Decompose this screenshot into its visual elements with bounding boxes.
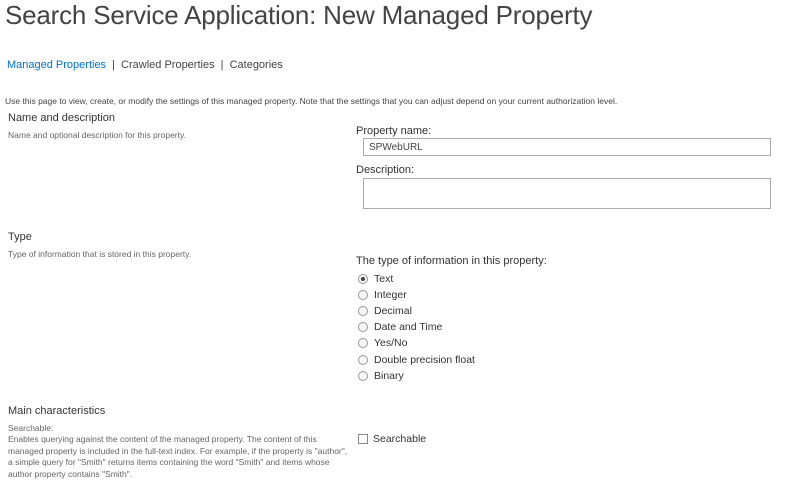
searchable-label: Searchable <box>373 433 427 445</box>
name-section-title: Name and description <box>8 112 116 124</box>
type-option-integer[interactable] <box>358 288 407 302</box>
type-option-yes-no[interactable] <box>358 336 407 350</box>
tab-managed-properties[interactable]: Managed Properties <box>7 59 107 71</box>
type-option-label: Decimal <box>374 305 412 317</box>
tab-categories[interactable]: Categories <box>229 59 283 71</box>
type-question-label: The type of information in this property: <box>356 255 547 267</box>
main-section-title: Main characteristics <box>8 405 106 417</box>
type-option-label: Double precision float <box>374 354 475 366</box>
type-option-label: Yes/No <box>374 337 408 349</box>
radio-selected-icon[interactable] <box>358 274 368 284</box>
radio-icon[interactable] <box>358 355 368 365</box>
searchable-description: Enables querying against the content of the managed property. The content of this managed property is included in the full-text index. For example, if the property is "author", a simple query for "Smith" returns items containing the word "Smith" and items whose author property contains "Smith". <box>8 434 348 479</box>
radio-icon[interactable] <box>358 306 368 316</box>
searchable-checkbox[interactable] <box>358 434 368 444</box>
intro-text: Use this page to view, create, or modify the settings of this managed property. Note that the settings that you can adjust depend on your current authorization level. <box>5 96 618 106</box>
radio-icon[interactable] <box>358 338 368 348</box>
property-name-label: Property name: <box>356 125 432 137</box>
property-nav <box>7 59 283 71</box>
type-section-description: Type of information that is stored in this property. <box>8 249 192 259</box>
nav-separator: | <box>112 59 115 71</box>
type-option-label: Integer <box>374 289 407 301</box>
property-name-input[interactable] <box>363 138 771 156</box>
searchable-option[interactable] <box>358 433 426 445</box>
description-textarea[interactable] <box>363 178 771 209</box>
name-section-description: Name and optional description for this property. <box>8 130 186 140</box>
radio-icon[interactable] <box>358 322 368 332</box>
type-option-label: Date and Time <box>374 321 443 333</box>
nav-separator: | <box>220 59 224 71</box>
type-option-label: Text <box>374 273 394 285</box>
page-title: Search Service Application: New Managed Property <box>5 0 593 30</box>
type-option-decimal[interactable] <box>358 304 412 318</box>
radio-icon[interactable] <box>358 290 368 300</box>
type-option-double-precision-float[interactable] <box>358 353 475 367</box>
type-section-title: Type <box>8 231 32 243</box>
type-option-binary[interactable] <box>358 369 404 383</box>
description-label: Description: <box>356 164 415 176</box>
tab-crawled-properties[interactable]: Crawled Properties <box>121 59 215 71</box>
type-option-label: Binary <box>374 370 404 382</box>
type-option-date-and-time[interactable] <box>358 320 442 334</box>
type-option-text[interactable] <box>358 272 393 286</box>
radio-icon[interactable] <box>358 371 368 381</box>
searchable-heading: Searchable: <box>8 423 54 433</box>
